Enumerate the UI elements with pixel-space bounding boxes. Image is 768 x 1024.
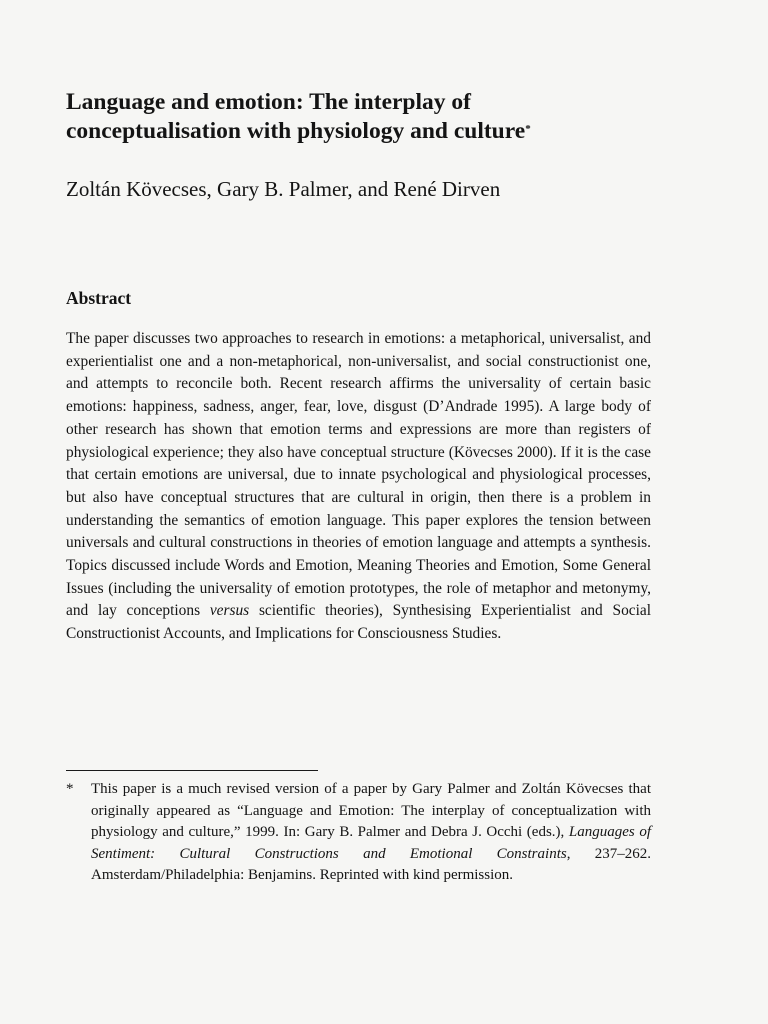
title-line-1: Language and emotion: The interplay of xyxy=(66,89,471,115)
title-line-2: conceptualisation with physiology and culture xyxy=(66,118,526,144)
footnote xyxy=(66,779,651,887)
footnote-text-1: This paper is a much revised version of a paper by Gary Palmer and Zoltán Kövecses that originally appeared as “Language and Emotion: The interplay of conceptualization with physiology and culture,” 1999. In: Gary B. Palmer and Debra J. Occhi (eds.), xyxy=(91,781,651,841)
footnote-book-title: Languages of Sentiment: Cultural Constructions and Emotional Constraints xyxy=(91,824,652,862)
author-list: Zoltán Kövecses, Gary B. Palmer, and René Dirven xyxy=(66,177,501,201)
abstract-text-2: scientific theories), Synthesising Experientialist and Social Constructionist Accounts, and Implications for Consciousness Studies. xyxy=(66,602,651,643)
abstract-text-1: The paper discusses two approaches to research in emotions: a metaphorical, universalist, and experientialist one and a non-metaphorical, non-universalist, and social constructionist one, and attempts to reconcile both. Recent research affirms the universality of certain basic emotions: happiness, sadness, anger, fear, love, disgust (D’Andrade 1995). A large body of other research has shown that emotion terms and expressions are more than registers of physiological experience; they also have conceptual structure (Kövecses 2000). If it is the case that certain emotions are universal, due to innate psychological and physiological processes, but also have conceptual structures that are cultural in origin, then there is a problem in understanding the semantics of emotion language. This paper explores the tension between universals and cultural constructions in theories of emotion language and attempts a synthesis. Topics discussed include Words and Emotion, Meaning Theories and Emotion, Some General Issues (including the universality of emotion prototypes, the role of metaphor and metonymy, and lay conceptions xyxy=(66,330,651,620)
paper-title xyxy=(66,88,706,146)
abstract-versus: versus xyxy=(209,602,250,620)
title-footnote-mark: * xyxy=(525,123,531,135)
footnote-separator xyxy=(66,770,318,771)
footnote-mark: * xyxy=(66,781,74,797)
abstract-heading: Abstract xyxy=(66,288,132,308)
footnote-text xyxy=(91,779,651,887)
abstract-body xyxy=(66,328,651,646)
footnote-text-2: , 237–262. Amsterdam/Philadelphia: Benjamins. Reprinted with kind permission. xyxy=(91,845,652,884)
